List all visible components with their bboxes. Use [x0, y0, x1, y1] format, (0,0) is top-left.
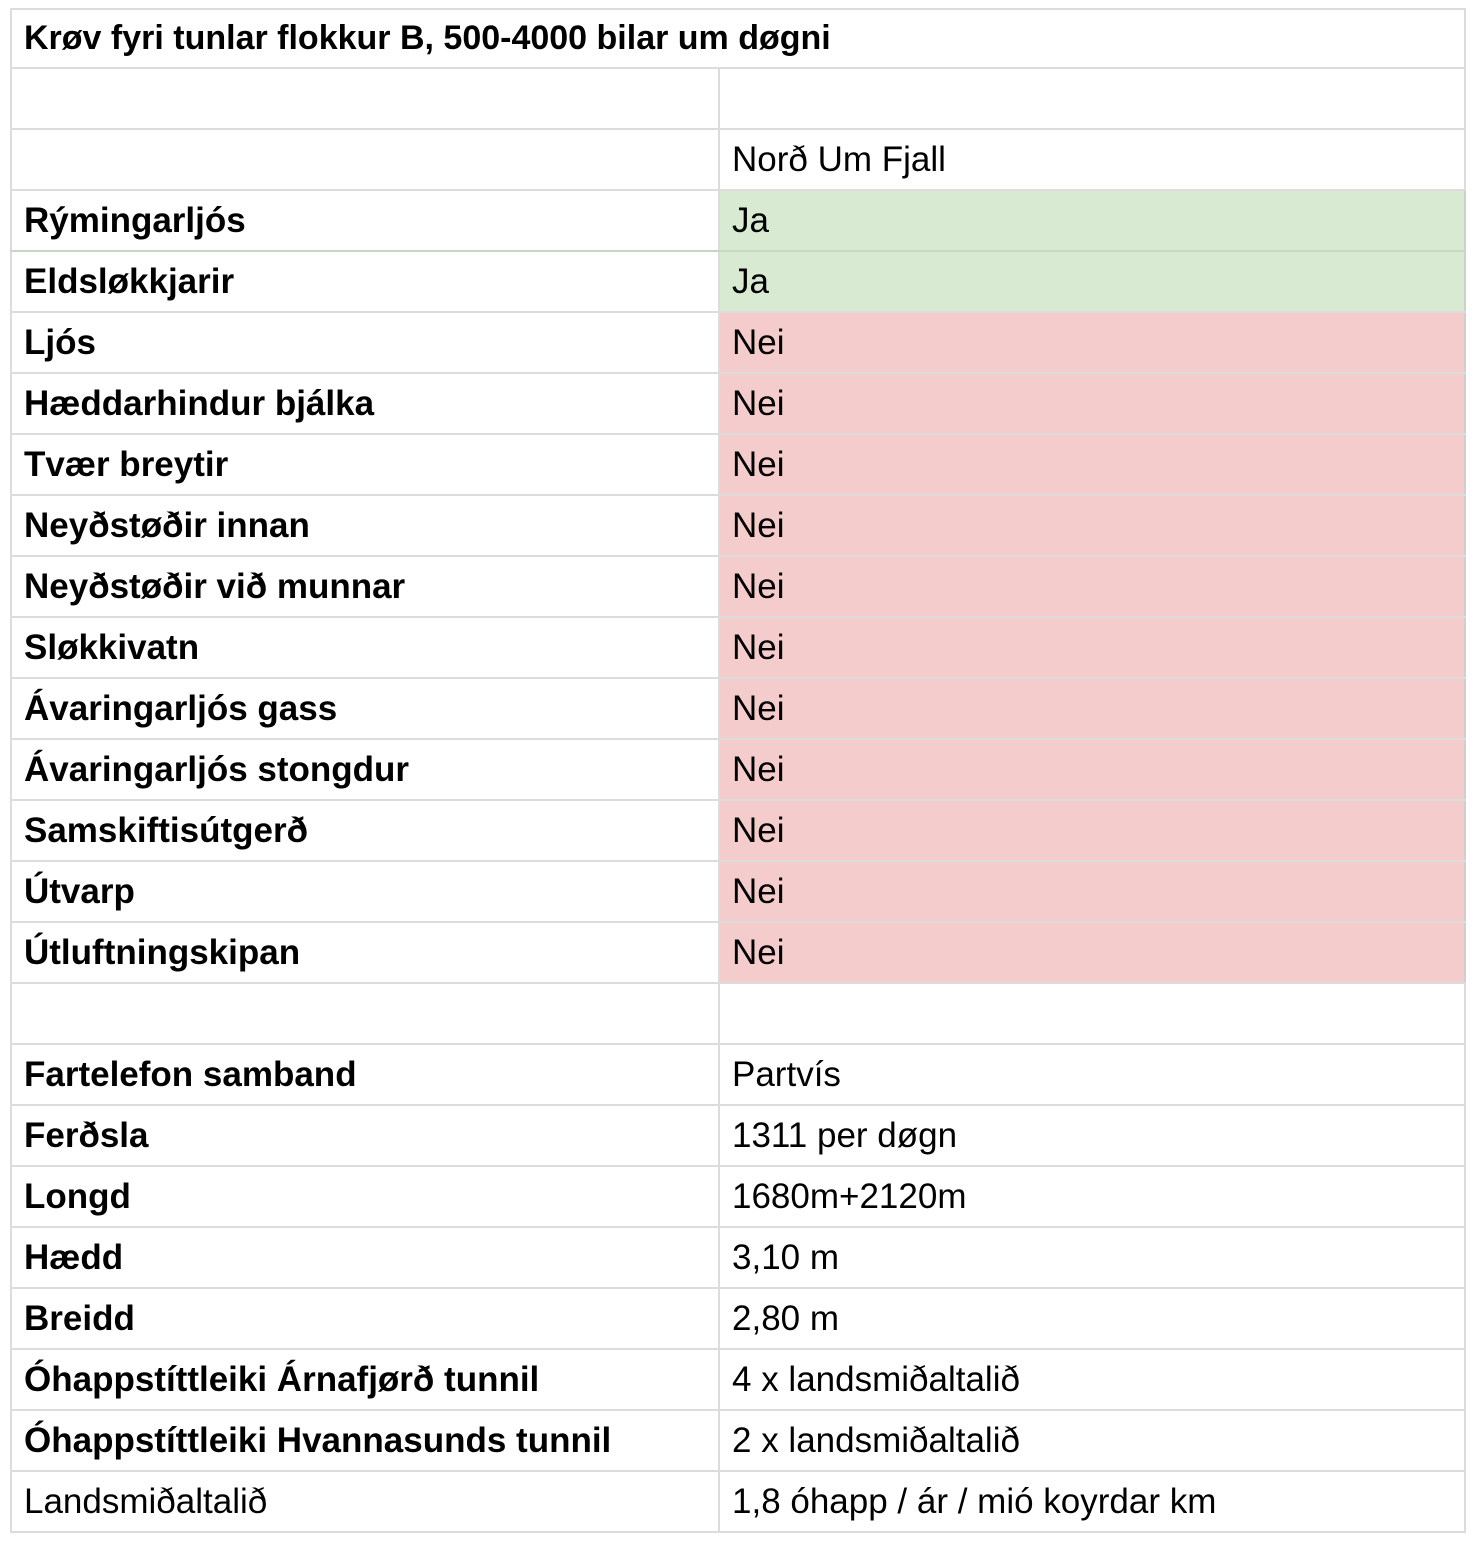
blank-cell[interactable] [10, 984, 720, 1043]
fact-value[interactable]: 1311 per døgn [720, 1106, 1466, 1165]
requirement-label[interactable]: Eldsløkkjarir [10, 252, 720, 311]
requirement-value[interactable]: Nei [720, 862, 1466, 921]
blank-cell[interactable] [720, 69, 1466, 128]
requirement-row [10, 496, 1466, 557]
spreadsheet [10, 8, 1466, 1533]
fact-value[interactable]: 1680m+2120m [720, 1167, 1466, 1226]
requirement-value[interactable]: Nei [720, 435, 1466, 494]
blank-row [10, 984, 1466, 1045]
requirement-value[interactable]: Ja [720, 252, 1466, 311]
blank-cell[interactable] [720, 984, 1466, 1043]
column-header[interactable]: Norð Um Fjall [720, 130, 1466, 189]
requirement-row [10, 252, 1466, 313]
requirement-label[interactable]: Hæddarhindur bjálka [10, 374, 720, 433]
requirement-value[interactable]: Nei [720, 618, 1466, 677]
requirement-row [10, 374, 1466, 435]
requirement-label[interactable]: Samskiftisútgerð [10, 801, 720, 860]
sheet-title[interactable]: Krøv fyri tunlar flokkur B, 500-4000 bilar um døgni [10, 10, 1466, 67]
fact-label[interactable]: Óhappstíttleiki Hvannasunds tunnil [10, 1411, 720, 1470]
blank-row [10, 69, 1466, 130]
requirement-row [10, 435, 1466, 496]
requirement-value[interactable]: Nei [720, 496, 1466, 555]
requirement-label[interactable]: Rýmingarljós [10, 191, 720, 250]
requirement-label[interactable]: Neyðstøðir innan [10, 496, 720, 555]
requirement-label[interactable]: Sløkkivatn [10, 618, 720, 677]
fact-value[interactable]: 2 x landsmiðaltalið [720, 1411, 1466, 1470]
requirement-value[interactable]: Nei [720, 679, 1466, 738]
fact-label[interactable]: Landsmiðaltalið [10, 1472, 720, 1531]
fact-row [10, 1045, 1466, 1106]
requirement-row [10, 923, 1466, 984]
fact-row [10, 1167, 1466, 1228]
requirement-value[interactable]: Nei [720, 801, 1466, 860]
fact-label[interactable]: Hædd [10, 1228, 720, 1287]
requirement-value[interactable]: Nei [720, 374, 1466, 433]
fact-label[interactable]: Longd [10, 1167, 720, 1226]
requirement-row [10, 313, 1466, 374]
fact-value[interactable]: 4 x landsmiðaltalið [720, 1350, 1466, 1409]
fact-row [10, 1411, 1466, 1472]
title-row [10, 8, 1466, 69]
fact-row [10, 1289, 1466, 1350]
requirement-row [10, 740, 1466, 801]
fact-label[interactable]: Óhappstíttleiki Árnafjørð tunnil [10, 1350, 720, 1409]
requirement-value[interactable]: Nei [720, 313, 1466, 372]
requirement-value[interactable]: Nei [720, 557, 1466, 616]
header-row [10, 130, 1466, 191]
requirement-label[interactable]: Tvær breytir [10, 435, 720, 494]
fact-value[interactable]: Partvís [720, 1045, 1466, 1104]
fact-row [10, 1350, 1466, 1411]
fact-label[interactable]: Fartelefon samband [10, 1045, 720, 1104]
fact-row [10, 1472, 1466, 1533]
fact-value[interactable]: 2,80 m [720, 1289, 1466, 1348]
fact-row [10, 1106, 1466, 1167]
requirement-row [10, 862, 1466, 923]
requirement-row [10, 618, 1466, 679]
requirement-value[interactable]: Nei [720, 923, 1466, 982]
requirement-value[interactable]: Nei [720, 740, 1466, 799]
fact-value[interactable]: 1,8 óhapp / ár / mió koyrdar km [720, 1472, 1466, 1531]
requirement-row [10, 801, 1466, 862]
requirement-label[interactable]: Ávaringarljós stongdur [10, 740, 720, 799]
requirement-value[interactable]: Ja [720, 191, 1466, 250]
requirement-row [10, 557, 1466, 618]
requirement-label[interactable]: Útvarp [10, 862, 720, 921]
requirement-row [10, 191, 1466, 252]
header-label-cell[interactable] [10, 130, 720, 189]
requirement-label[interactable]: Neyðstøðir við munnar [10, 557, 720, 616]
requirement-row [10, 679, 1466, 740]
requirement-label[interactable]: Útluftningskipan [10, 923, 720, 982]
requirement-label[interactable]: Ljós [10, 313, 720, 372]
fact-row [10, 1228, 1466, 1289]
blank-cell[interactable] [10, 69, 720, 128]
requirement-label[interactable]: Ávaringarljós gass [10, 679, 720, 738]
fact-label[interactable]: Ferðsla [10, 1106, 720, 1165]
fact-value[interactable]: 3,10 m [720, 1228, 1466, 1287]
fact-label[interactable]: Breidd [10, 1289, 720, 1348]
